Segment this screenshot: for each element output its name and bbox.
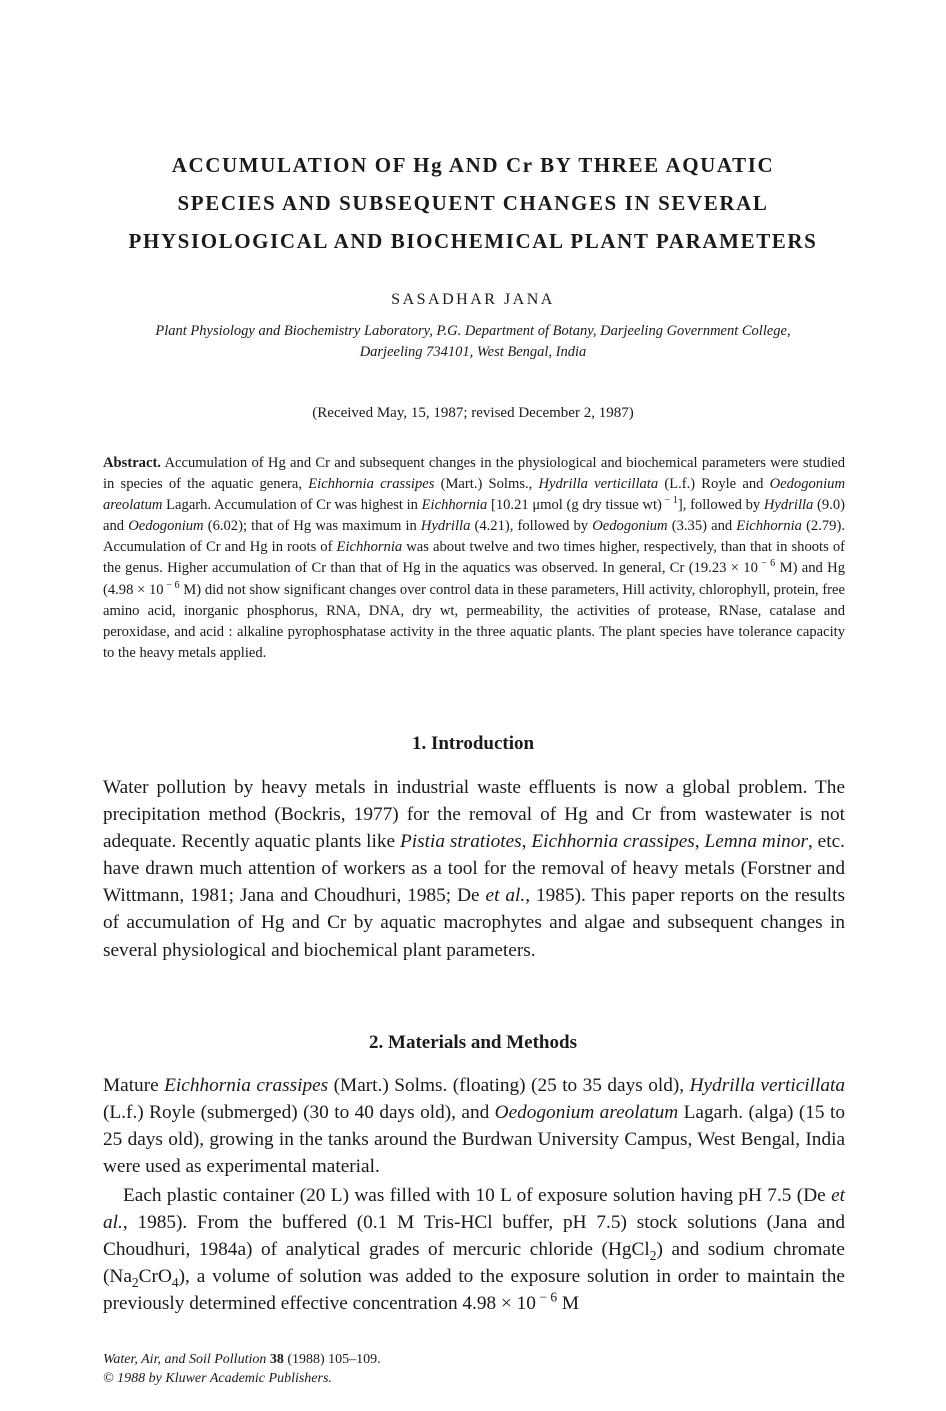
superscript: − 1 (661, 495, 678, 507)
title-line-3: PHYSIOLOGICAL AND BIOCHEMICAL PLANT PARAMETERS (128, 229, 818, 253)
affiliation-line-1: Plant Physiology and Biochemistry Laboratory, P.G. Department of Botany, Darjeeling Government College, (155, 323, 791, 339)
journal-footer (103, 1350, 381, 1388)
abstract-text: (4.21), followed by (470, 518, 593, 535)
body-text: , 1985). From the buffered (0.1 M Tris-HCl buffer, pH 7.5) stock solutions (Jana and Choudhuri, 1984a) of analytical grades of mercuric chloride (HgCl (103, 1212, 845, 1261)
body-text: , etc. have drawn much attention of workers as a tool for the removal of heavy metals (Forstner and Wittmann, 1981; Jana and Choudhuri, 1985; De (103, 831, 845, 907)
body-text: , 1985). This paper reports on the results of accumulation of Hg and Cr by aquatic macrophytes and algae and subsequent changes in several physiological and biochemical plant parameters. (103, 885, 845, 961)
abstract-text: Lagarh. Accumulation of Cr was highest in (162, 497, 422, 514)
body-text: M (557, 1293, 580, 1315)
body-text: (Mart.) Solms. (floating) (25 to 35 days old), (328, 1075, 690, 1096)
body-text: , (694, 831, 705, 853)
et-al: et al. (103, 1185, 845, 1234)
section-heading-introduction: 1. Introduction (411, 733, 535, 754)
title-line-1: ACCUMULATION OF Hg AND Cr BY THREE AQUATIC (171, 153, 775, 177)
introduction-paragraph (103, 774, 845, 964)
et-al: et al. (485, 885, 526, 907)
paper-title (60, 146, 886, 260)
affiliation-line-2: Darjeeling 734101, West Bengal, India (359, 344, 587, 360)
journal-pages: (1988) 105–109. (287, 1352, 381, 1367)
abstract-text: [10.21 μmol (g dry tissue wt) (487, 497, 662, 514)
abstract-text: (2.79). Accumulation of Cr and Hg in roots of (103, 518, 845, 556)
species-name: Eichhornia crassipes (531, 831, 695, 853)
subscript: 2 (649, 1248, 657, 1264)
abstract-text: (3.35) and (667, 518, 737, 535)
received-dates: (Received May, 15, 1987; revised December 2, 1987) (312, 405, 634, 421)
abstract-text: M) did not show significant changes over control data in these parameters, Hill activity, chlorophyll, protein, free amino acid, inorganic phosphorus, RNA, DNA, dry wt, permeability, the activities of protease, RNase, catalase and peroxidase, and acid : alkaline pyrophosphatase activity in the three aquatic plants. The plant species have tolerance capacity to the heavy metals applied. (103, 581, 845, 661)
superscript: − 6 (163, 579, 180, 591)
species-name: Hydrilla (420, 518, 471, 535)
species-name: Lemna minor (704, 831, 808, 853)
body-text: (L.f.) Royle (submerged) (30 to 40 days old), and (103, 1102, 495, 1124)
affiliation (90, 321, 856, 363)
abstract-text: (L.f.) Royle and (658, 476, 770, 493)
abstract-text: Accumulation of Hg and Cr and subsequent changes in the physiological and biochemical parameters were studied in species of the aquatic genera, (103, 455, 845, 493)
body-text: Water pollution by heavy metals in industrial waste effluents is now a global problem. The precipitation method (Bockris, 1977) for the removal of Hg and Cr from wastewater is not adequate. Recently aquatic plants like (103, 777, 845, 853)
species-name: Hydrilla verticillata (689, 1075, 845, 1096)
superscript: − 6 (535, 1289, 558, 1305)
species-name: Oedogonium (592, 518, 668, 535)
author-name: SASADHAR JANA (391, 291, 555, 308)
species-name: Hydrilla (763, 497, 814, 514)
methods-paragraph-2 (103, 1182, 845, 1317)
superscript: − 6 (757, 558, 776, 570)
species-name: Eichhornia crassipes (308, 476, 435, 493)
subscript: 4 (171, 1275, 179, 1291)
body-text: , (521, 831, 532, 853)
journal-citation (103, 1350, 381, 1369)
abstract-text: (9.0) and (103, 497, 845, 535)
species-name: Eichhornia crassipes (164, 1075, 329, 1096)
abstract-text: was about twelve and two times higher, respectively, than that in shoots of the genus. Higher accumulation of Cr than that of Hg in the aquatics was observed. In general, Cr (19.23 × 10 (103, 539, 845, 577)
abstract-text: ], followed by (677, 497, 764, 514)
abstract-text: (Mart.) Solms., (434, 476, 539, 493)
body-text: Each plastic container (20 L) was filled with 10 L of exposure solution having pH 7.5 (De (123, 1185, 832, 1206)
abstract-label: Abstract. (103, 455, 161, 471)
species-name: Oedogonium areolatum (103, 476, 845, 514)
species-name: Pistia stratiotes (399, 831, 522, 853)
species-name: Eichhornia (336, 539, 403, 556)
copyright-notice: © 1988 by Kluwer Academic Publishers. (103, 1371, 332, 1386)
species-name: Hydrilla verticillata (538, 476, 659, 493)
species-name: Eichhornia (421, 497, 488, 514)
species-name: Eichhornia (736, 518, 802, 535)
body-text: CrO (138, 1266, 172, 1288)
abstract-text: (6.02); that of Hg was maximum in (203, 518, 421, 535)
abstract-text: M) and Hg (4.98 × 10 (103, 560, 845, 598)
section-heading-materials-methods: 2. Materials and Methods (369, 1032, 577, 1053)
body-text: ), a volume of solution was added to the exposure solution in order to maintain the previously determined effective concentration 4.98 × 10 (103, 1266, 845, 1315)
species-name: Oedogonium areolatum (494, 1102, 679, 1124)
subscript: 2 (131, 1275, 139, 1291)
body-text: Mature (103, 1075, 165, 1096)
abstract (103, 453, 845, 664)
title-line-2: SPECIES AND SUBSEQUENT CHANGES IN SEVERAL (177, 191, 769, 215)
body-text: Lagarh. (alga) (15 to 25 days old), growing in the tanks around the Burdwan University Campus, West Bengal, India were used as experimental material. (103, 1102, 845, 1178)
journal-volume: 38 (269, 1352, 284, 1367)
methods-paragraph-1 (103, 1072, 845, 1180)
journal-name: Water, Air, and Soil Pollution (103, 1352, 267, 1367)
body-text: ) and sodium chromate (Na (103, 1239, 845, 1288)
species-name: Oedogonium (128, 518, 204, 535)
